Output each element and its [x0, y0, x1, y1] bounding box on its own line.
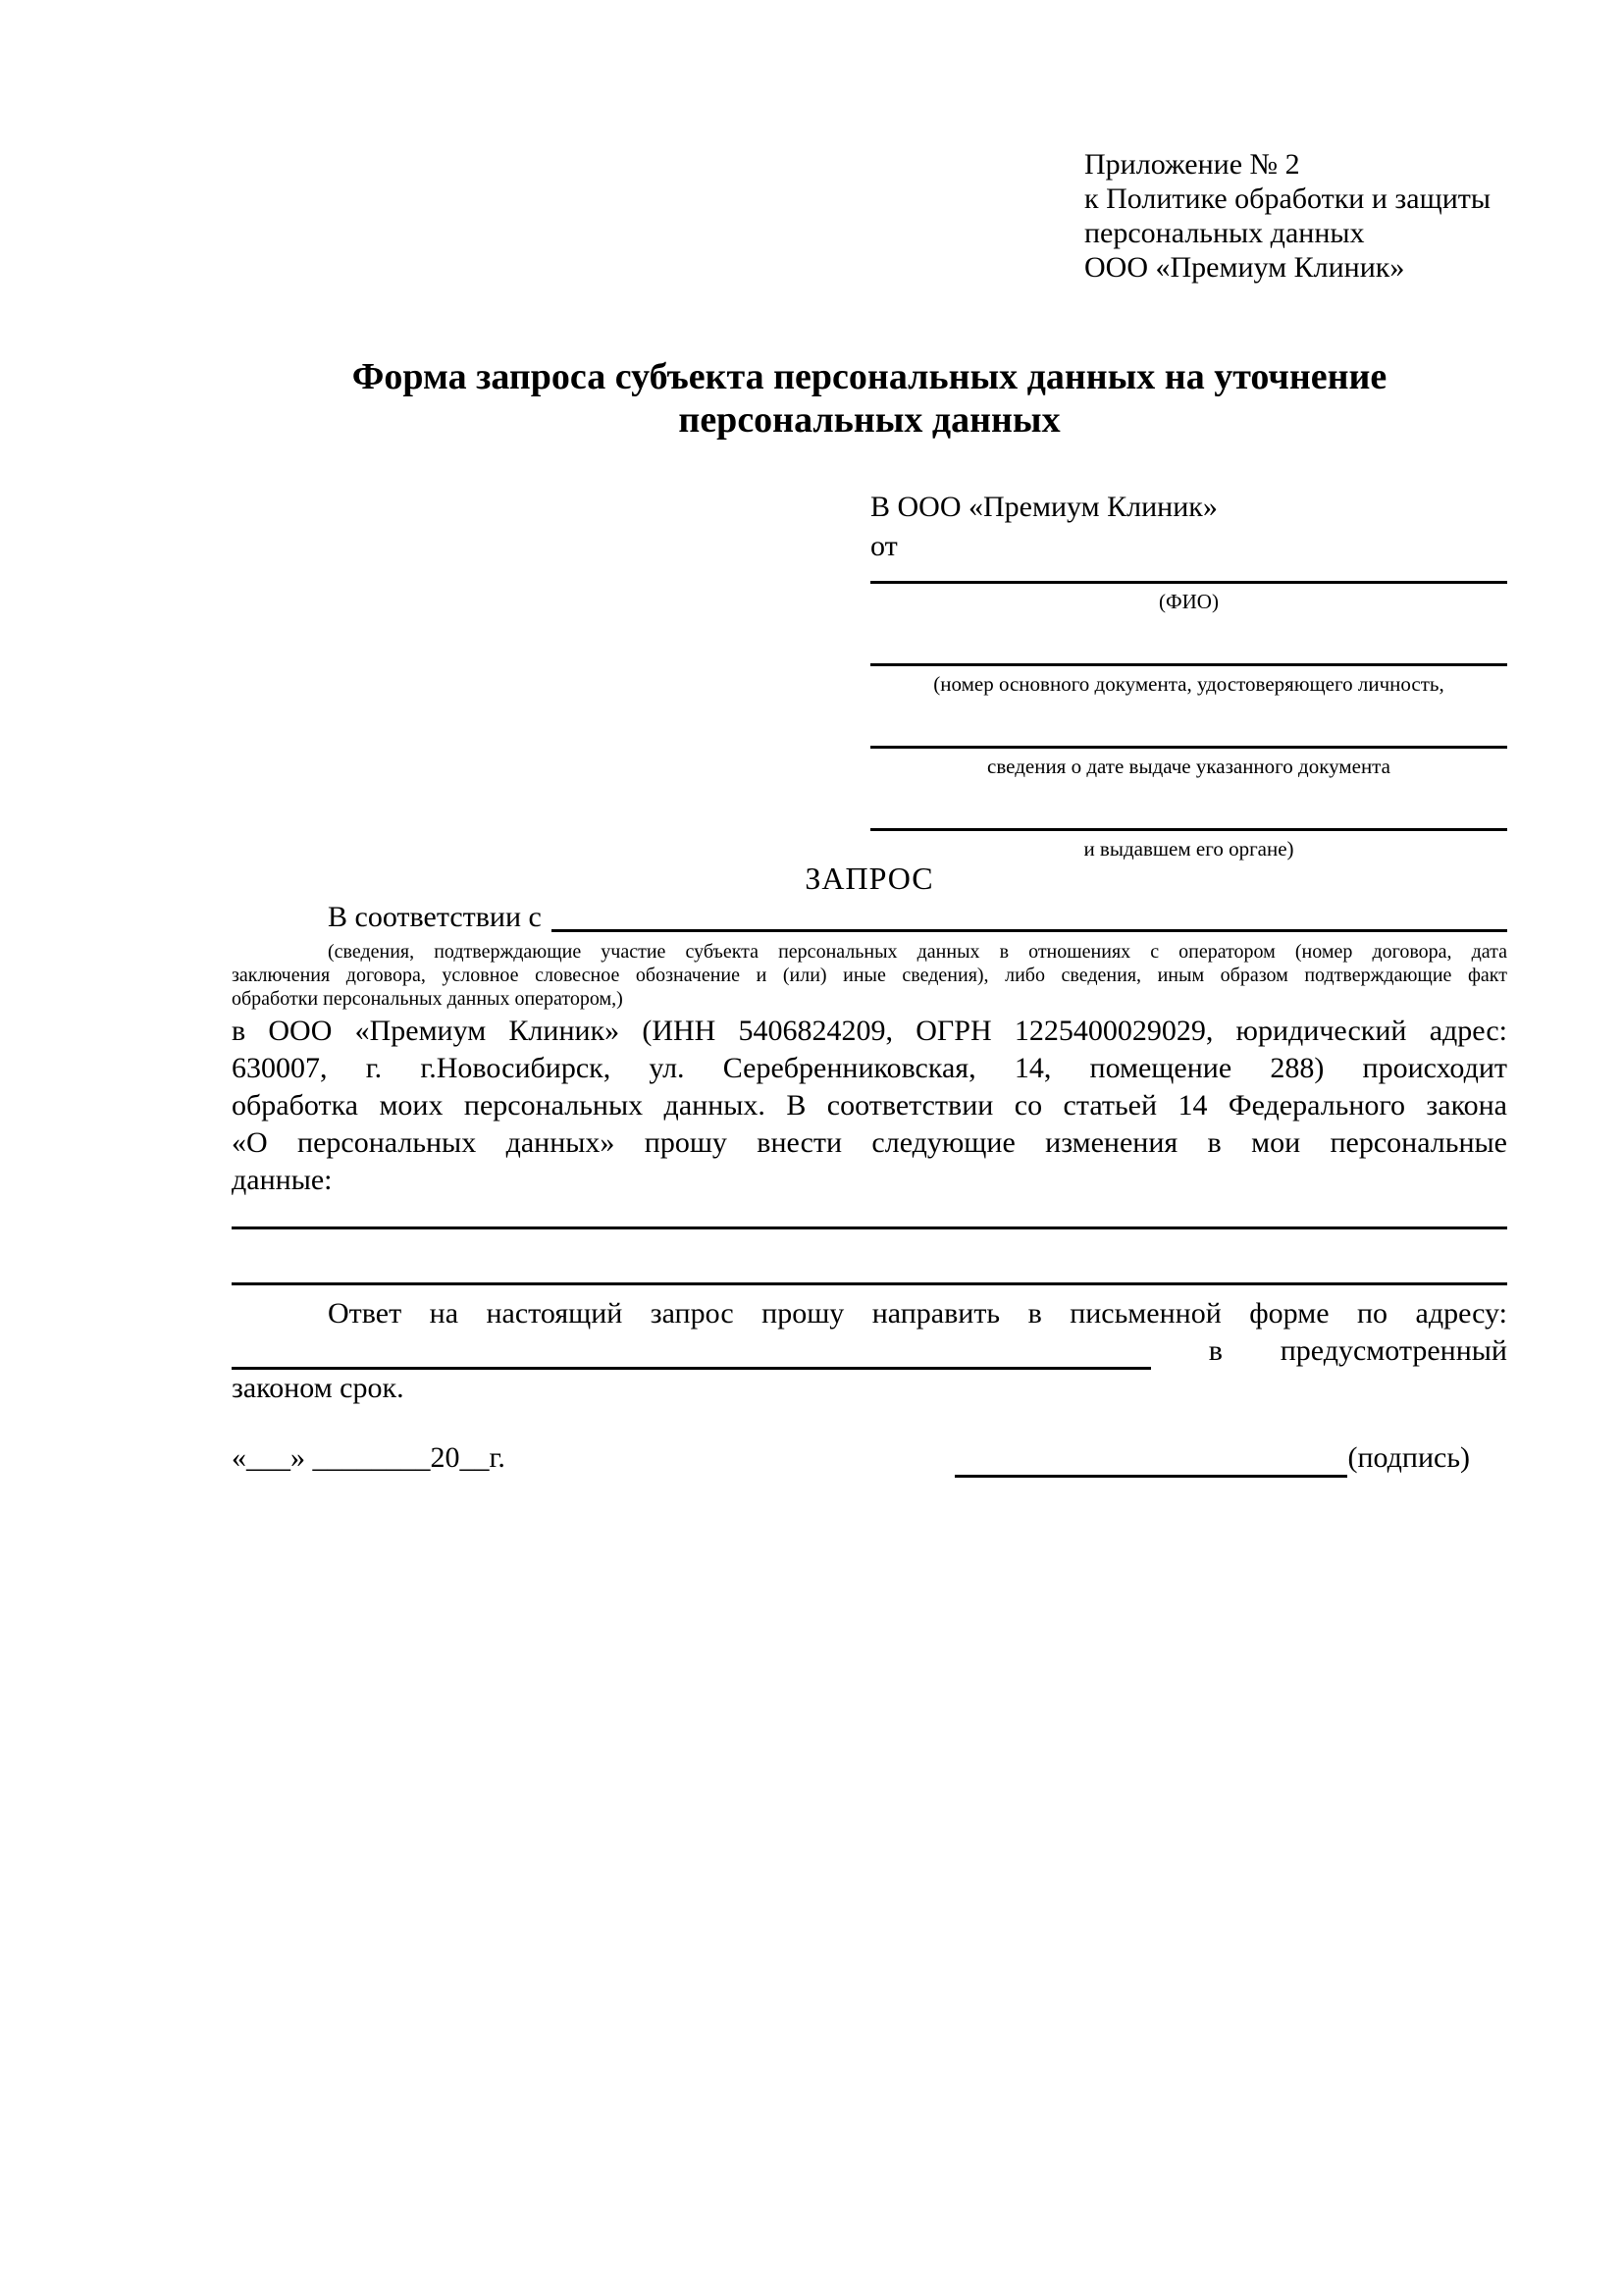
- signature-area: [955, 1438, 1470, 1478]
- intro-blank-line: [551, 899, 1507, 932]
- fio-field: [870, 581, 1507, 613]
- issue-date-field: [870, 746, 1507, 778]
- reply-line-3: законом срок.: [232, 1372, 404, 1404]
- body-paragraph: [232, 1013, 1507, 1199]
- issue-date-caption: сведения о дате выдаче указанного документа: [987, 755, 1390, 778]
- title-line: Форма запроса субъекта персональных данных на уточнение: [351, 356, 1387, 397]
- appendix-line: Приложение № 2: [1084, 148, 1300, 181]
- signature-row: [232, 1438, 1470, 1478]
- addressee-to: В ООО «Премиум Клиник»: [870, 491, 1218, 523]
- footnote-line: (сведения, подтверждающие участие субъекта персональных данных в отношениях с оператором (номер договора, дата: [328, 941, 1507, 963]
- date-blank: «___» ________20__г.: [232, 1441, 505, 1474]
- reply-paragraph: [232, 1295, 1507, 1407]
- fio-caption: (ФИО): [1159, 590, 1219, 613]
- appendix-line: персональных данных: [1084, 217, 1365, 249]
- footnote-paragraph: [232, 940, 1507, 1011]
- changes-blank-line-2: [232, 1282, 1507, 1285]
- addressee-fields: [870, 581, 1507, 861]
- reply-word: в: [1208, 1334, 1223, 1367]
- issuing-authority-caption: и выдавшем его органе): [1083, 837, 1294, 861]
- reply-line-2: [232, 1332, 1507, 1370]
- request-heading: ЗАПРОС: [805, 861, 934, 896]
- appendix-line: ООО «Премиум Клиник»: [1084, 251, 1405, 284]
- issuing-authority-field: [870, 828, 1507, 861]
- intro-line: [232, 899, 1507, 936]
- appendix-line: к Политике обработки и защиты: [1084, 183, 1492, 215]
- intro-prefix: В соответствии с: [328, 901, 542, 933]
- addressee-block: [870, 488, 1507, 911]
- body-line: обработка моих персональных данных. В соответствии со статьей 14 Федерального закона: [232, 1089, 1507, 1122]
- body-line: 630007, г. г.Новосибирск, ул. Серебренниковская, 14, помещение 288) происходит: [232, 1052, 1507, 1084]
- body-line: в ООО «Премиум Клиник» (ИНН 5406824209, ОГРН 1225400029029, юридический адрес:: [232, 1015, 1507, 1047]
- changes-blank-line-1: [232, 1226, 1507, 1229]
- reply-word: предусмотренный: [1280, 1334, 1507, 1367]
- signature-blank-line: [955, 1441, 1347, 1478]
- appendix-header: [1084, 147, 1491, 285]
- document-number-caption: (номер основного документа, удостоверяющего личность,: [933, 672, 1444, 696]
- signature-caption: (подпись): [1347, 1441, 1470, 1474]
- document-title: [232, 355, 1507, 442]
- body-line: данные:: [232, 1164, 333, 1196]
- reply-address-blank-line: [232, 1335, 1151, 1370]
- reply-line-1: Ответ на настоящий запрос прошу направить в письменной форме по адресу:: [328, 1297, 1507, 1330]
- footnote-line: обработки персональных данных оператором,): [232, 988, 623, 1010]
- addressee-from-label: от: [870, 530, 898, 562]
- document-number-field: [870, 663, 1507, 696]
- title-line: персональных данных: [678, 399, 1061, 441]
- body-line: «О персональных данных» прошу внести следующие изменения в мои персональные: [232, 1126, 1507, 1159]
- footnote-line: заключения договора, условное словесное обозначение и (или) иные сведения), либо сведения, иным образом подтверждающие факт: [232, 965, 1507, 986]
